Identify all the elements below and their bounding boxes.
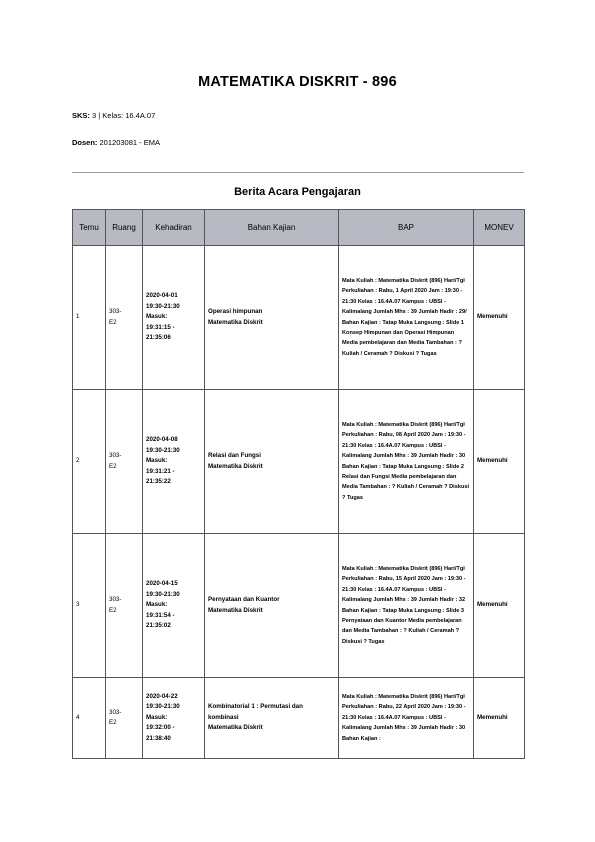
- table-row: [73, 246, 525, 390]
- header-bap: BAP: [339, 210, 474, 246]
- sks-label: SKS:: [72, 111, 90, 120]
- cell-temu: 4: [73, 678, 106, 759]
- header-monev: MONEV: [474, 210, 525, 246]
- header-kehadiran: Kehadiran: [143, 210, 205, 246]
- cell-temu: 3: [73, 534, 106, 678]
- sks-kelas-line: [72, 111, 155, 120]
- cell-monev: Memenuhi: [474, 390, 525, 534]
- cell-monev: Memenuhi: [474, 678, 525, 759]
- cell-monev: Memenuhi: [474, 246, 525, 390]
- dosen-label: Dosen:: [72, 138, 98, 147]
- dosen-value: 201203081 - EMA: [99, 138, 160, 147]
- cell-bap: Mata Kuliah : Matematika Diskrit (896) Hari/Tgl Perkuliahan : Rabu, 22 April 2020 Jam : 19:30 - 21:30 Kelas : 16.4A.07 Kampus : UBSI - Kalimalang Jumlah Mhs : 39 Jumlah Hadir : 30 Bahan Kajian :: [339, 678, 474, 759]
- bap-table: [72, 209, 525, 759]
- cell-ruang: 303- E2: [106, 678, 143, 759]
- section-title: Berita Acara Pengajaran: [234, 186, 361, 198]
- page-title: MATEMATIKA DISKRIT - 896: [198, 74, 397, 90]
- cell-bahan-kajian: Kombinatorial 1 : Permutasi dan kombinasi Matematika Diskrit: [205, 678, 339, 759]
- table-header-row: [73, 210, 525, 246]
- header-ruang: Ruang: [106, 210, 143, 246]
- divider: [72, 172, 524, 173]
- header-temu: Temu: [73, 210, 106, 246]
- cell-bap: Mata Kuliah : Matematika Diskrit (896) Hari/Tgl Perkuliahan : Rabu, 08 April 2020 Jam : 19:30 - 21:30 Kelas : 16.4A.07 Kampus : UBSI - Kalimalang Jumlah Mhs : 39 Jumlah Hadir : 30 Bahan Kajian : Tatap Muka Langsung : Slide 2 Relasi dan Fungsi Media pembelajaran dan Media Tambahan : ? Kuliah / Ceramah ? Diskusi ? Tugas: [339, 390, 474, 534]
- cell-bap: Mata Kuliah : Matematika Diskrit (896) Hari/Tgl Perkuliahan : Rabu, 15 April 2020 Jam : 19:30 - 21:30 Kelas : 16.4A.07 Kampus : UBSI - Kalimalang Jumlah Mhs : 39 Jumlah Hadir : 32 Bahan Kajian : Tatap Muka Langsung : Slide 3 Pernyataan dan Kuantor Media pembelajaran dan Media Tambahan : ? Kuliah / Ceramah ? Diskusi ? Tugas: [339, 534, 474, 678]
- table-row: [73, 534, 525, 678]
- cell-monev: Memenuhi: [474, 534, 525, 678]
- cell-temu: 1: [73, 246, 106, 390]
- header-bahan-kajian: Bahan Kajian: [205, 210, 339, 246]
- dosen-line: [72, 138, 160, 147]
- table-row: [73, 678, 525, 759]
- sks-kelas-value: 3 | Kelas: 16.4A.07: [92, 111, 156, 120]
- table-row: [73, 390, 525, 534]
- cell-ruang: 303- E2: [106, 390, 143, 534]
- cell-bahan-kajian: Operasi himpunan Matematika Diskrit: [205, 246, 339, 390]
- cell-kehadiran: 2020-04-15 19:30-21:30 Masuk: 19:31:54 - 21:35:02: [143, 534, 205, 678]
- cell-bahan-kajian: Relasi dan Fungsi Matematika Diskrit: [205, 390, 339, 534]
- cell-kehadiran: 2020-04-08 19:30-21:30 Masuk: 19:31:21 - 21:35:22: [143, 390, 205, 534]
- cell-bap: Mata Kuliah : Matematika Diskrit (896) Hari/Tgl Perkuliahan : Rabu, 1 April 2020 Jam : 19:30 - 21:30 Kelas : 16.4A.07 Kampus : UBSI - Kalimalang Jumlah Mhs : 39 Jumlah Hadir : 29/ Bahan Kajian : Tatap Muka Langsung : Slide 1 Konsep Himpunan dan Operasi Himpunan Media pembelajaran dan Media Tambahan : ? Kuliah / Ceramah ? Diskusi ? Tugas: [339, 246, 474, 390]
- cell-bahan-kajian: Pernyataan dan Kuantor Matematika Diskrit: [205, 534, 339, 678]
- cell-ruang: 303- E2: [106, 246, 143, 390]
- cell-ruang: 303- E2: [106, 534, 143, 678]
- cell-kehadiran: 2020-04-01 19:30-21:30 Masuk: 19:31:15 - 21:35:06: [143, 246, 205, 390]
- cell-kehadiran: 2020-04-22 19:30-21:30 Masuk: 19:32:00 - 21:38:40: [143, 678, 205, 759]
- cell-temu: 2: [73, 390, 106, 534]
